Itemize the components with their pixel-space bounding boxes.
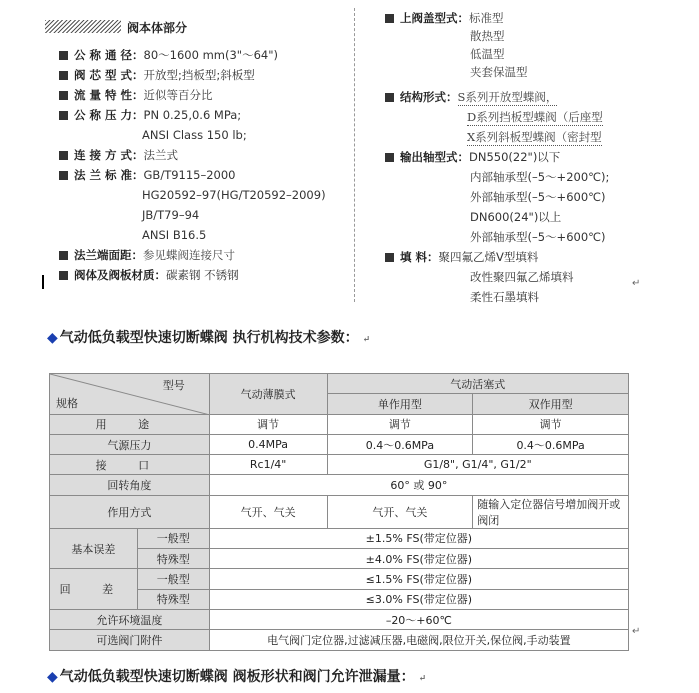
corner-label-model: 型号 [162, 379, 185, 392]
col-header-double-acting: 双作用型 [473, 394, 629, 414]
row-label-use: 用 途 [50, 414, 210, 434]
spec-bonnet-line3: 低温型 [470, 47, 505, 61]
spec-nominal-size: 公 称 通 径：80～1600 mm(3"～64") [59, 45, 278, 65]
table-row: 作用方式 气开、气关 气开、气关 随输入定位器信号增加阀开或阀闭 [50, 495, 629, 528]
section-hatch-decoration [45, 20, 121, 33]
actuator-params-table [49, 373, 629, 651]
heading-actuator-params: ◆ 气动低负载型快速切断蝶阀 执行机构技术参数： ↵ [47, 330, 371, 346]
spec-bonnet-type: 上阀盖型式：标准型 [385, 8, 504, 28]
spec-bonnet-line4: 夹套保温型 [470, 65, 528, 79]
bullet-icon [59, 51, 68, 60]
spec-disc-type: 阀 芯 型 式：开放型;挡板型;斜板型 [59, 65, 255, 85]
spec-packing: 填 料：聚四氟乙烯V型填料 [385, 247, 538, 267]
bullet-icon [385, 93, 394, 102]
table-row: 特殊型 ≤3.0% FS(带定位器) [50, 589, 629, 609]
table-row: 可选阀门附件 电气阀门定位器,过滤减压器,电磁阀,限位开关,保位阀,手动装置 [50, 630, 629, 650]
row-label-hysteresis: 回 差 [50, 569, 138, 610]
spec-connection: 连 接 方 式：法兰式 [59, 145, 178, 165]
spec-structure-line2: D系列挡板型蝶阀（后座型 [467, 110, 603, 124]
bullet-icon [59, 151, 68, 160]
table-row: 基本误差 一般型 ±1.5% FS(带定位器) [50, 528, 629, 548]
diamond-bullet-icon: ◆ [47, 669, 58, 685]
spec-shaft-line2: 内部轴承型(–5～+200℃); [470, 170, 610, 184]
bullet-icon [59, 271, 68, 280]
spec-shaft-line3: 外部轴承型(–5～+600℃) [470, 190, 606, 204]
table-row: 用 途 调节 调节 调节 [50, 414, 629, 434]
table-row: 回 差 一般型 ≤1.5% FS(带定位器) [50, 569, 629, 589]
spec-structure: 结构形式：S系列开放型蝶阀， [385, 87, 557, 107]
diamond-bullet-icon: ◆ [47, 330, 58, 346]
spec-flow-characteristic: 流 量 特 性：近似等百分比 [59, 85, 213, 105]
spec-packing-line2: 改性聚四氟乙烯填料 [470, 270, 574, 284]
col-header-piston: 气动活塞式 [327, 374, 628, 394]
text-cursor [42, 275, 44, 289]
bullet-icon [59, 171, 68, 180]
table-row: 特殊型 ±4.0% FS(带定位器) [50, 549, 629, 569]
table-row: 气源压力 0.4MPa 0.4～0.6MPa 0.4～0.6MPa [50, 434, 629, 454]
row-label-accessories: 可选阀门附件 [50, 630, 210, 650]
corner-label-spec: 规格 [56, 396, 78, 410]
spec-shaft-line4: DN600(24")以上 [470, 210, 562, 224]
table-row: 回转角度 60° 或 90° [50, 475, 629, 495]
spec-flange-standard-line4: ANSI B16.5 [142, 228, 207, 242]
spec-nominal-pressure: 公 称 压 力：PN 0.25,0.6 MPa; [59, 105, 241, 125]
return-mark-icon: ↵ [362, 335, 371, 345]
bullet-icon [59, 91, 68, 100]
spec-bonnet-line2: 散热型 [470, 29, 505, 43]
bullet-icon [59, 251, 68, 260]
spec-structure-line3: X系列斜板型蝶阀（密封型 [467, 130, 602, 144]
table-corner-header [50, 374, 210, 415]
spec-shaft-line5: 外部轴承型(–5～+600℃) [470, 230, 606, 244]
row-label-connection: 接 口 [50, 455, 210, 475]
spec-flange-standard-line3: JB/T79–94 [142, 208, 200, 222]
spec-packing-line3: 柔性石墨填料 [470, 290, 539, 304]
table-row: 接 口 Rc1/4" G1/8", G1/4", G1/2" [50, 455, 629, 475]
col-header-single-acting: 单作用型 [327, 394, 473, 414]
return-mark-icon: ↵ [632, 278, 641, 289]
spec-flange-standard: 法 兰 标 准：GB/T9115–2000 [59, 165, 236, 185]
return-mark-icon: ↵ [418, 674, 427, 684]
bullet-icon [385, 153, 394, 162]
spec-nominal-pressure-line2: ANSI Class 150 lb; [142, 128, 247, 142]
bullet-icon [385, 253, 394, 262]
spec-material: 阀体及阀板材质：碳素钢 不锈钢 [59, 265, 239, 285]
spec-face-to-face: 法兰端面距：参见蝶阀连接尺寸 [59, 245, 235, 265]
bullet-icon [385, 14, 394, 23]
row-label-rotation-angle: 回转角度 [50, 475, 210, 495]
return-mark-icon: ↵ [632, 626, 641, 637]
table-row: 允许环境温度 –20～+60℃ [50, 609, 629, 629]
spec-flange-standard-line2: HG20592–97(HG/T20592–2009) [142, 188, 326, 202]
row-label-action: 作用方式 [50, 495, 210, 528]
bullet-icon [59, 71, 68, 80]
column-divider [354, 8, 355, 302]
col-header-diaphragm: 气动薄膜式 [209, 374, 327, 415]
row-label-basic-error: 基本误差 [50, 528, 138, 569]
spec-shaft-type: 输出轴型式：DN550(22")以下 [385, 147, 560, 167]
row-label-air-pressure: 气源压力 [50, 434, 210, 454]
heading-disc-shape-leakage: ◆ 气动低负载型快速切断蝶阀 阀板形状和阀门允许泄漏量： ↵ [47, 669, 427, 685]
section-title: 阀本体部分 [127, 21, 188, 35]
bullet-icon [59, 111, 68, 120]
row-label-ambient-temp: 允许环境温度 [50, 609, 210, 629]
